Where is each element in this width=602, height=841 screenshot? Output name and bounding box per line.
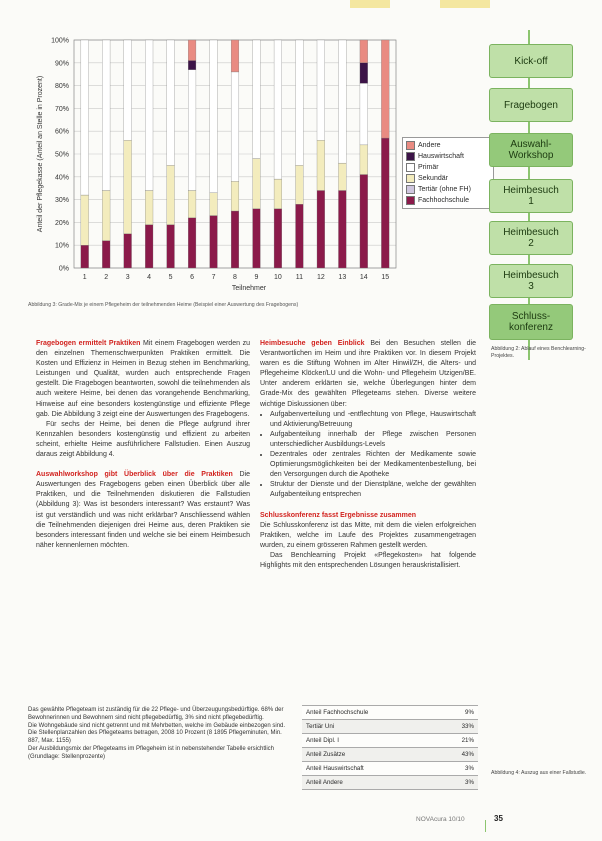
flow-step-label: Kick-off [514, 55, 548, 67]
x-tick-label: 2 [104, 274, 109, 281]
grade-mix-table [302, 705, 478, 790]
bar-segment [338, 163, 346, 190]
bar-segment [231, 181, 239, 211]
paragraph: Die Auswertungen des Fragebogens geben einen Überblick über alle Praktiken, und die Teilnehmenden diskutieren die Fallstudien (Abbildung 3): Was ist besonders interessant? Was erstaunt? Was ist gut verständlich und was nicht erklärbar? Anschliessend wählen die Teilnehmenden diejenigen drei Heime aus, deren Praktiken sie besonders interessant finden und welche sie bei einem Heimbesuch näher kennenlernen möchten. [36, 471, 250, 549]
bar-segment [360, 83, 368, 145]
table-row [302, 776, 478, 790]
bar-segment [167, 225, 175, 268]
footer-rule [485, 820, 486, 832]
table-cell-label: Anteil Zusätze [306, 751, 346, 758]
legend-entry [406, 140, 490, 151]
bar-segment [124, 234, 132, 268]
bar-segment [81, 40, 89, 195]
right-column [260, 339, 476, 571]
x-tick-label: 12 [316, 274, 325, 281]
x-axis-label: Teilnehmer [231, 285, 267, 292]
flow-step-label: Heimbesuch 2 [503, 227, 559, 249]
legend-entry [406, 151, 490, 162]
bar-segment [210, 40, 218, 193]
y-tick-label: 80% [54, 83, 69, 91]
bar-segment [231, 211, 239, 268]
legend-swatch [406, 196, 415, 205]
y-tick-label: 100% [51, 37, 69, 45]
paragraph: Das Benchlearning Projekt «Pflegekosten» hat folgende Highlights mit den entsprechenden Lösungen herauskristallisiert. [260, 551, 476, 569]
bar-segment [317, 40, 325, 140]
bar-segment [188, 40, 196, 61]
bar-segment [102, 241, 110, 268]
list-item: • Dezentrales oder zentrales Richten der Medikamente sowie Optimierungsmöglichkeiten bei der Medikamentenbestellung, bei den Versorgungen durch die Apotheke [270, 450, 476, 480]
bar-segment [188, 61, 196, 70]
y-tick-label: 10% [54, 242, 69, 250]
bar-segment [145, 225, 153, 268]
x-tick-label: 1 [82, 274, 87, 281]
grade-mix-chart [28, 30, 458, 300]
bar-segment [338, 40, 346, 163]
legend-swatch [406, 185, 415, 194]
x-tick-label: 13 [338, 274, 347, 281]
flow-step-fragebogen [490, 89, 572, 121]
bar-segment [360, 40, 368, 63]
flow-step-label: Heimbesuch 3 [503, 270, 559, 292]
bar-segment [381, 40, 389, 138]
table-cell-label: Anteil Andere [306, 779, 343, 786]
paragraph: Die Schlusskonferenz ist das Mitte, mit dem die vielen erfolgreichen Praktiken, welche im Laufe des Projektes zusammengetragen wurden, zu einem grösseren Rahmen gestellt werden. [260, 521, 476, 549]
bar-segment [253, 159, 261, 209]
x-tick-label: 14 [359, 274, 368, 281]
legend-label: Hauswirtschaft [418, 153, 464, 160]
x-tick-label: 4 [147, 274, 152, 281]
journal-footer: NOVAcura 10/10 [416, 816, 465, 823]
bar-segment [231, 72, 239, 181]
legend-label: Sekundär [418, 175, 448, 182]
list-item: • Aufgabenteilung innerhalb der Pflege zwischen Personen unterschiedlicher Ausbildungs-Levels [270, 430, 476, 450]
flow-step-kick-off [490, 45, 572, 77]
table-row [302, 734, 478, 748]
bar-segment [102, 40, 110, 190]
paragraph: Für sechs der Heime, bei denen die Pflege aufgrund ihrer Kennzahlen besonders kostengünstig und effizient zu arbeiten scheint, erhielte Heime ausführlichere Fallstudien. Einen Auszug daraus zeigt Abbildung 4. [36, 420, 250, 459]
note: Die Stellenplanzahlen des Pflegeteams betragen, 2008 10 Prozent (8 1895 Pflegeminuten, Min. 887, Max. 1155) [28, 730, 282, 745]
table-cell-label: Anteil Fachhochschule [306, 709, 369, 716]
legend-entry [406, 162, 490, 173]
table-cell-value: 3% [465, 779, 474, 786]
table-cell-value: 9% [465, 709, 474, 716]
legend-label: Fachhochschule [418, 197, 469, 204]
legend-entry [406, 173, 490, 184]
table-row [302, 748, 478, 762]
x-tick-label: 5 [168, 274, 173, 281]
x-tick-label: 7 [211, 274, 216, 281]
table-cell-label: Tertiär Uni [306, 723, 335, 730]
bar-segment [296, 204, 304, 268]
bar-segment [124, 140, 132, 233]
case-study-notes [28, 707, 288, 762]
bar-segment [145, 40, 153, 190]
section-heading: Fragebogen ermittelt Praktiken [36, 340, 141, 347]
note: Das gewählte Pflegeteam ist zuständig für die 22 Pflege- und Überzeugungsbedürftige. 68% der Bewohnerinnen und Bewohnern sind nicht pflegebedürftig, 3% sind nicht pflegebedürftig. [28, 707, 284, 721]
bar-segment [145, 190, 153, 224]
table-cell-value: 33% [461, 723, 474, 730]
bar-segment [381, 138, 389, 268]
legend-entry [406, 195, 490, 206]
flow-step-heimbesuch-2 [490, 222, 572, 254]
bullet-list [260, 410, 476, 501]
x-tick-label: 10 [274, 274, 282, 281]
list-item: • Aufgabenverteilung und -entflechtung von Pflege, Hauswirtschaft und Aktivierung/Betreuung [270, 410, 476, 430]
paragraph: Mit einem Fragebogen werden zu den einzelnen Themenschwerpunkten Praktiken ermittelt. Die Kosten und Effizienz in Heimen in Bezug stehen im Benchmarking, Leistungen und Qualität, wurden auch entsprechende Fragen gestellt. Die Fragebogen beantworten, sowohl die teilnehmenden als auch weitere Heime, bei denen das vorangehende Benchmarking, Hinweise auf eine besonders kostengünstige und effiziente Pflege gab. Die Abbildung 3 zeigt eine der Auswertungen des Fragebogens. [36, 340, 250, 418]
table-row [302, 720, 478, 734]
bar-segment [317, 190, 325, 268]
bar-segment [360, 145, 368, 175]
legend-entry [406, 184, 490, 195]
chart-caption: Abbildung 3: Grade-Mix je einem Pflegeheim der teilnehmenden Heime (Beispiel einer Auswertung des Fragebogens) [28, 302, 299, 308]
legend-swatch [406, 141, 415, 150]
y-tick-label: 20% [54, 219, 69, 227]
legend-label: Andere [418, 142, 441, 149]
paragraph: Bei den Besuchen stellen die Verantwortlichen im Heim und ihre Praktiken vor. In diesem Projekt waren es die Stiftung Wohnen im Alter Hinwil/ZH, die Alters- und Pflegeheime Klöcker/LU und die Wohn- und Pflegeheim Utzigen/BE. Unter anderem erklärten sie, welche Überlegungen hinter dem Grade-Mix des gewählten Pflegeteams stehen. Diverse weitere wichtige Diskussionen über: [260, 340, 476, 408]
table-cell-label: Anteil Hauswirtschaft [306, 765, 364, 772]
bar-segment [102, 190, 110, 240]
bar-segment [188, 218, 196, 268]
y-tick-label: 40% [54, 174, 69, 182]
bar-segment [167, 40, 175, 165]
table-caption: Abbildung 4: Auszug aus einer Fallstudie. [491, 770, 587, 776]
y-tick-label: 60% [54, 128, 69, 136]
top-strip [440, 0, 490, 8]
bar-segment [210, 193, 218, 216]
bar-segment [360, 175, 368, 268]
legend-label: Tertiär (ohne FH) [418, 186, 471, 193]
table-cell-value: 21% [461, 737, 474, 744]
bar-segment [274, 179, 282, 209]
note: Der Ausbildungsmix der Pflegeteams im Pflegeheim ist in nebenstehender Tabelle ersichtlich (Grundlage: Stellenprozente) [28, 745, 275, 760]
y-tick-label: 50% [54, 151, 69, 159]
bar-segment [188, 70, 196, 191]
bar-segment [253, 40, 261, 159]
x-tick-label: 8 [233, 274, 237, 281]
bar-segment [317, 140, 325, 190]
section-heading: Auswahlworkshop gibt Überblick über die Praktiken [36, 471, 233, 479]
x-tick-label: 11 [295, 274, 304, 281]
bar-segment [188, 190, 196, 217]
table-row [302, 762, 478, 776]
x-tick-label: 3 [125, 274, 130, 281]
y-tick-label: 90% [54, 60, 69, 68]
section-heading: Schlusskonferenz fasst Ergebnisse zusammen [260, 511, 416, 519]
flow-step-auswahl-workshop [490, 134, 572, 166]
bar-segment [338, 190, 346, 268]
bar-segment [274, 209, 282, 268]
y-tick-label: 70% [54, 105, 69, 113]
table-cell-value: 3% [465, 765, 474, 772]
chart-legend [402, 137, 494, 209]
list-item: • Struktur der Dienste und der Dienstpläne, welche der gewählten Aufgabenteilung entsprechen [270, 480, 476, 500]
bar-segment [274, 40, 282, 179]
bar-segment [360, 63, 368, 84]
table-cell-label: Anteil Dipl. I [306, 737, 340, 744]
flow-step-label: Heimbesuch 1 [503, 185, 559, 207]
y-tick-label: 0% [58, 265, 69, 273]
x-tick-label: 9 [254, 274, 259, 281]
flow-step-heimbesuch-3 [490, 265, 572, 297]
bar-segment [167, 165, 175, 224]
x-tick-label: 15 [381, 274, 390, 281]
flow-step-heimbesuch-1 [490, 180, 572, 212]
x-tick-label: 6 [190, 274, 195, 281]
y-tick-label: 30% [54, 197, 69, 205]
flow-step-label: Auswahl-Workshop [508, 139, 554, 161]
flow-step-schlusskonferenz [490, 305, 572, 339]
page-number: 35 [494, 814, 503, 823]
flow-step-label: Fragebogen [504, 99, 558, 111]
section-heading: Heimbesuche geben Einblick [260, 340, 365, 347]
bar-segment [124, 40, 132, 140]
left-column [36, 339, 250, 551]
bar-segment [253, 209, 261, 268]
top-strip [350, 0, 390, 8]
legend-swatch [406, 163, 415, 172]
bar-segment [81, 195, 89, 245]
table-cell-value: 43% [461, 751, 474, 758]
legend-swatch [406, 152, 415, 161]
bar-segment [81, 245, 89, 268]
y-axis-label: Anteil der Pflegekasse (Anteil an Stelle in Prozent) [37, 75, 44, 233]
note: Die Wohngebäude sind nicht getrennt und mit Mehrbetten, welche im Gebäude einbezogen sind. [28, 722, 286, 729]
flow-step-label: Schluss-konferenz [509, 311, 553, 333]
bar-segment [231, 40, 239, 72]
bar-segment [210, 216, 218, 268]
bar-segment [296, 165, 304, 204]
legend-label: Primär [418, 164, 439, 171]
legend-swatch [406, 174, 415, 183]
table-row [302, 706, 478, 720]
flow-caption: Abbildung 2: Ablauf eines Benchlearning-Projektes. [491, 346, 586, 359]
bar-segment [296, 40, 304, 165]
